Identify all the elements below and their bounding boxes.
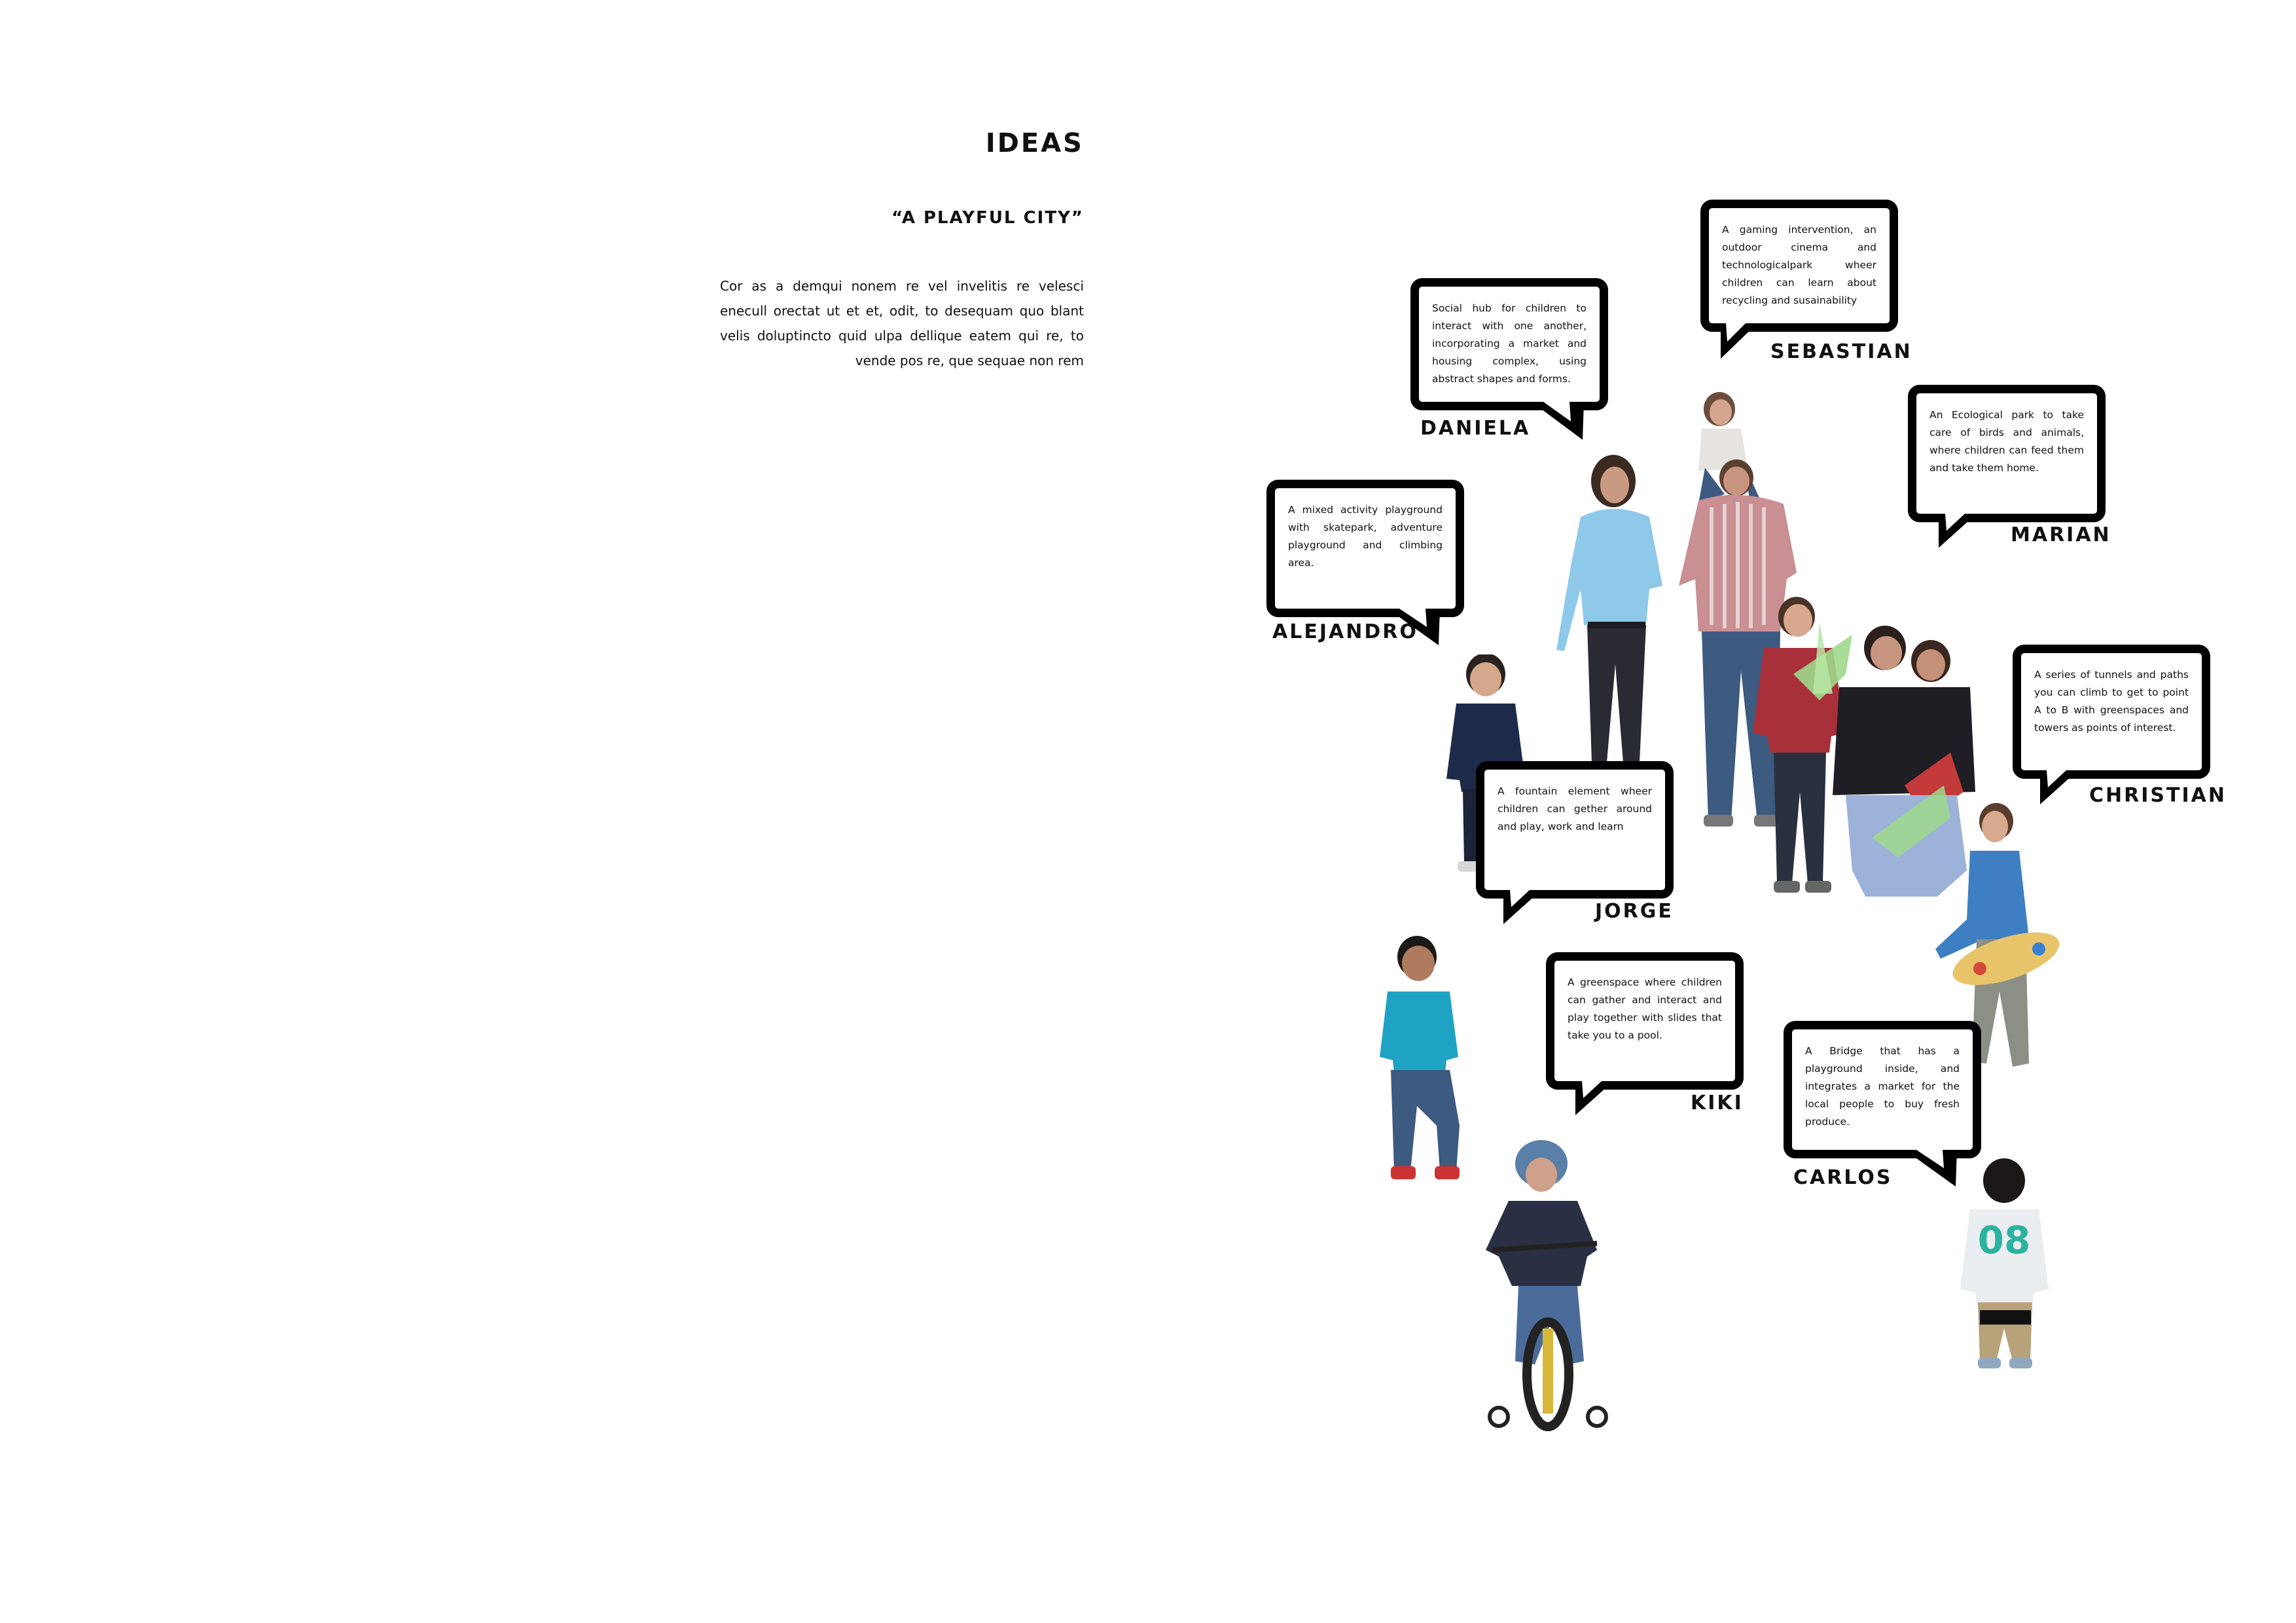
idea-name-sebastian: SEBASTIAN: [1770, 340, 1912, 363]
bubble-tail: [1496, 890, 1548, 929]
idea-text: A mixed activity playground with skatepark, adventure playground and climbing area.: [1288, 504, 1443, 569]
person-woman-icon: [1551, 455, 1676, 769]
idea-name-christian: CHRISTIAN: [2089, 784, 2227, 807]
idea-name-kiki: KIKI: [1691, 1092, 1744, 1115]
idea-bubble-alejandro: [1266, 480, 1464, 617]
bubble-tail: [1905, 1150, 1964, 1189]
page-title: IDEAS: [985, 128, 1084, 158]
idea-text: Social hub for children to interact with one another, incorporating a market and housing complex, using abstract shapes and forms.: [1432, 302, 1587, 385]
idea-bubble-carlos: [1784, 1021, 1981, 1158]
idea-bubble-sebastian: [1700, 200, 1898, 332]
intro-paragraph: Cor as a demqui nonem re vel invelitis re velesci enecull orectat ut et et, odit, to desequam quo blant velis doluptincto quid ulpa dellique eatem qui re, to vende pos re, que sequae non rem: [720, 278, 1084, 368]
idea-bubble-jorge: [1476, 761, 1674, 899]
bubble-tail: [1532, 402, 1590, 441]
idea-text: A series of tunnels and paths you can climb to get to point A to B with greenspaces and towers as points of interest.: [2034, 669, 2189, 734]
shirt-number: 08: [1977, 1218, 2031, 1262]
idea-bubble-christian: [2013, 645, 2210, 779]
idea-name-marian: MARIAN: [2011, 524, 2111, 546]
bubble-tail: [1568, 1081, 1620, 1120]
person-boy-bicycle-icon: [1473, 1139, 1630, 1440]
idea-bubble-daniela: [1410, 278, 1608, 410]
idea-bubble-marian: [1908, 385, 2106, 522]
bubble-tail: [2032, 770, 2085, 810]
person-boy-back-icon: [1957, 1158, 2055, 1374]
idea-bubble-kiki: [1546, 952, 1744, 1090]
idea-text: A fountain element wheer children can gether around and play, work and learn: [1498, 785, 1652, 832]
idea-name-daniela: DANIELA: [1420, 417, 1531, 440]
idea-name-carlos: CARLOS: [1793, 1166, 1893, 1189]
idea-name-jorge: JORGE: [1595, 900, 1674, 923]
idea-text: A gaming intervention, an outdoor cinema and technologicalpark wheer children can learn about recycling and susainability: [1722, 224, 1876, 306]
bubble-tail: [1931, 514, 1983, 553]
page-subtitle: “A PLAYFUL CITY”: [891, 208, 1084, 228]
idea-name-alejandro: ALEJANDRO: [1272, 620, 1418, 643]
bubble-tail: [1712, 323, 1764, 363]
idea-text: An Ecological park to take care of birds and animals, where children can feed them and take them home.: [1929, 409, 2084, 474]
person-boy-sitting-icon: [1374, 936, 1473, 1185]
idea-text: A greenspace where children can gather and interact and play together with slides that take you to a pool.: [1568, 976, 1722, 1041]
idea-text: A Bridge that has a playground inside, and integrates a market for the local people to buy fresh produce.: [1805, 1045, 1960, 1128]
